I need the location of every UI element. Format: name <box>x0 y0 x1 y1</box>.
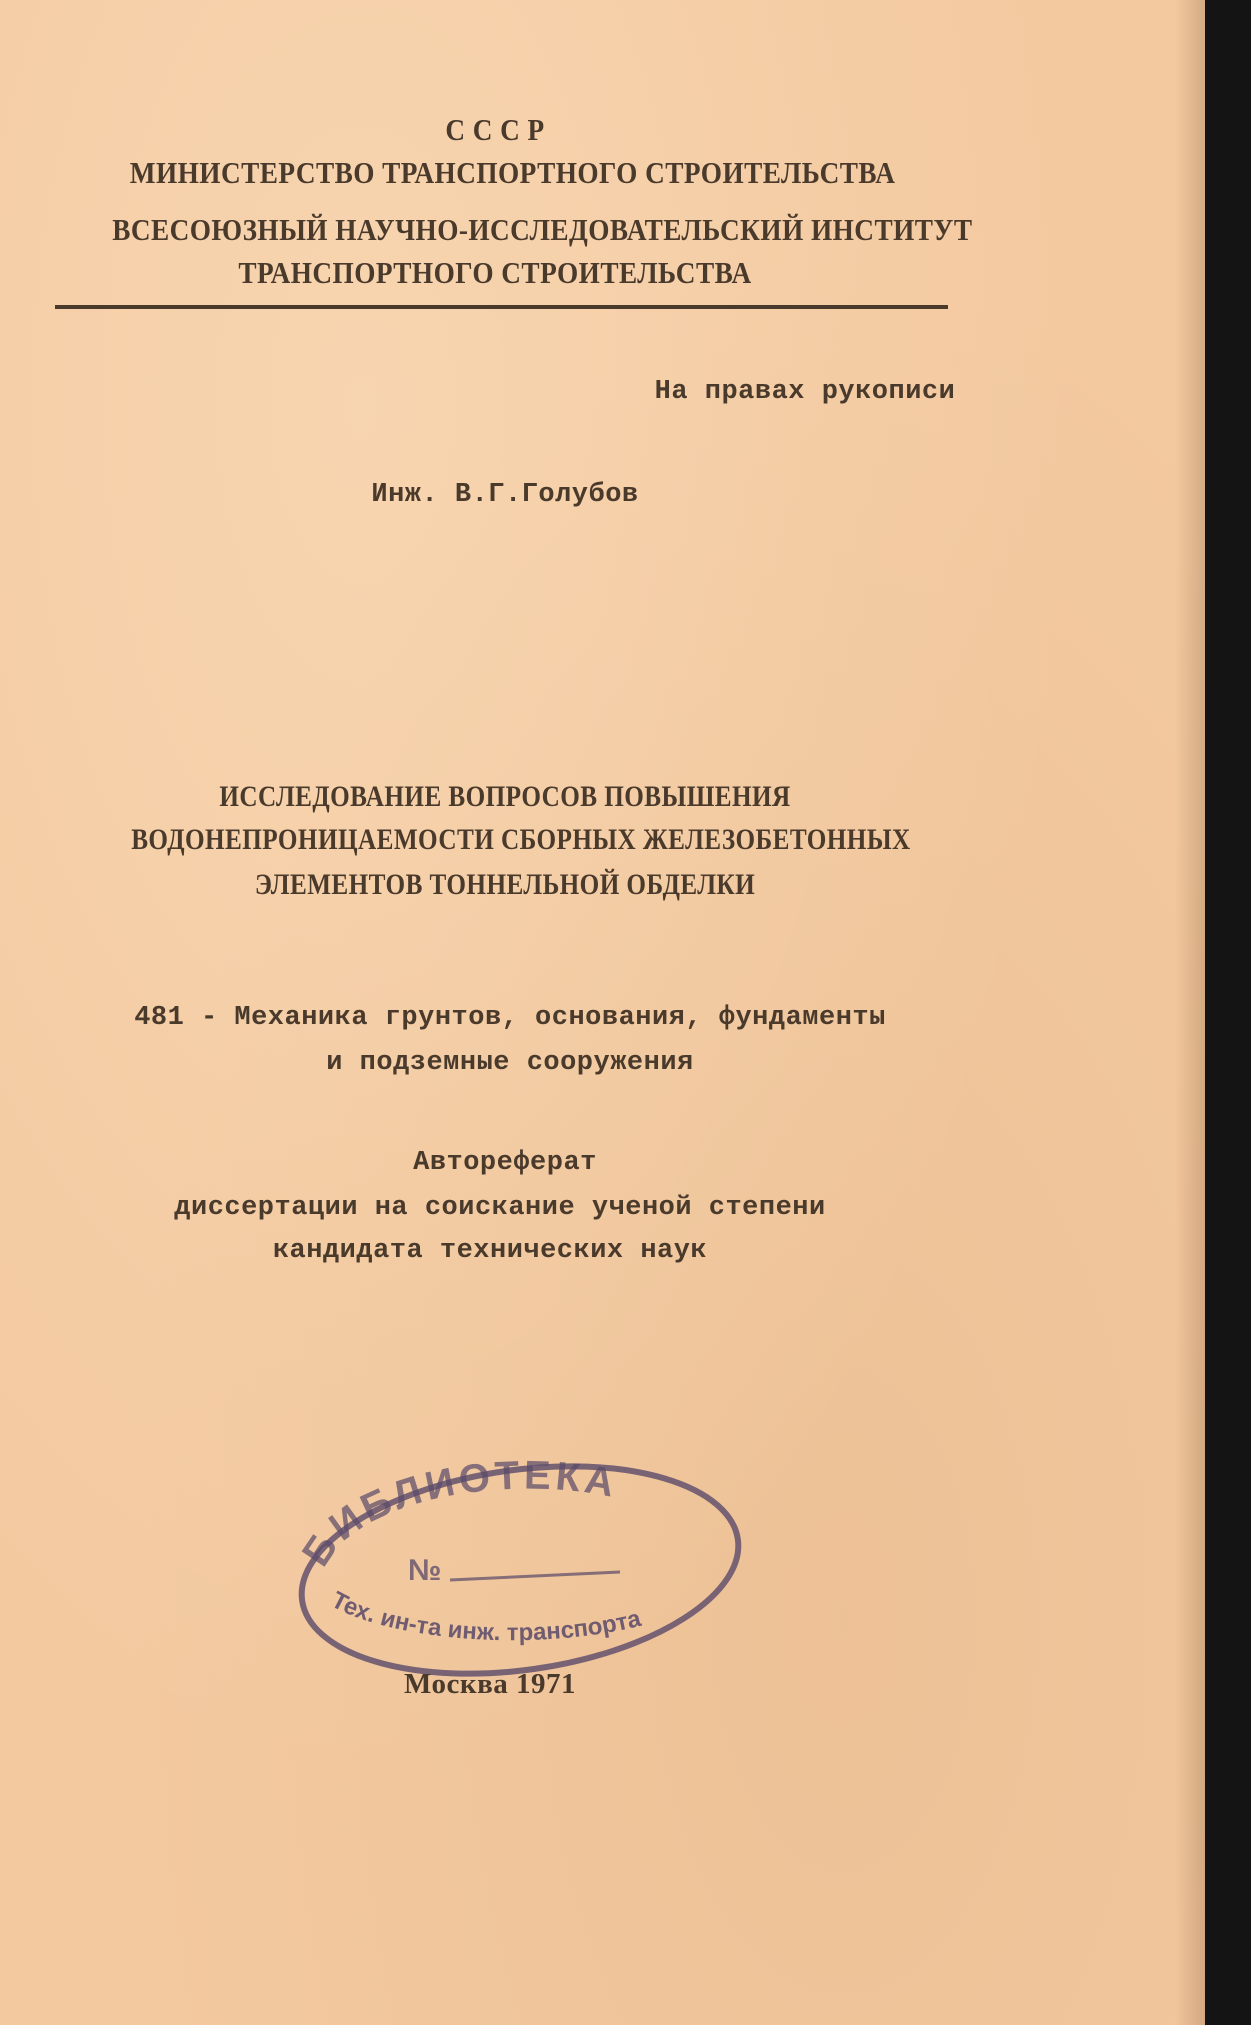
header-country: С С С Р <box>445 112 545 147</box>
title-line-2: ВОДОНЕПРОНИЦАЕМОСТИ СБОРНЫХ ЖЕЛЕЗОБЕТОННЫХ <box>131 823 911 856</box>
title-line-3: ЭЛЕМЕНТОВ ТОННЕЛЬНОЙ ОБДЕЛКИ <box>254 868 756 901</box>
abstract-label: Автореферат <box>413 1148 597 1178</box>
header-ministry: МИНИСТЕРСТВО ТРАНСПОРТНОГО СТРОИТЕЛЬСТВА <box>129 155 896 190</box>
stamp-number-label: № <box>408 1554 442 1587</box>
stamp-top-text: БИБЛИОТЕКА <box>293 1453 622 1574</box>
rights-note: На правах рукописи <box>654 377 956 407</box>
title-line-1: ИССЛЕДОВАНИЕ ВОПРОСОВ ПОВЫШЕНИЯ <box>219 780 791 813</box>
abstract-line-2: диссертации на соискание ученой степени <box>174 1193 826 1223</box>
stamp-bottom-text: Тех. ин-та инж. транспорта <box>327 1586 644 1647</box>
header-institute: ВСЕСОЮЗНЫЙ НАУЧНО-ИССЛЕДОВАТЕЛЬСКИЙ ИНСТИТУТ <box>112 212 973 247</box>
place-year: Москва 1971 <box>404 1668 576 1700</box>
scan-edge <box>1205 0 1251 2025</box>
specialty-line-2: и подземные сооружения <box>326 1048 694 1078</box>
author-name: Инж. В.Г.Голубов <box>371 480 639 510</box>
library-stamp <box>280 1430 760 1690</box>
header-institute-cont: ТРАНСПОРТНОГО СТРОИТЕЛЬСТВА <box>238 255 752 290</box>
abstract-line-3: кандидата технических наук <box>272 1236 708 1266</box>
header-rule <box>55 305 948 309</box>
specialty-line-1: 481 - Механика грунтов, основания, фундаменты <box>134 1003 886 1033</box>
